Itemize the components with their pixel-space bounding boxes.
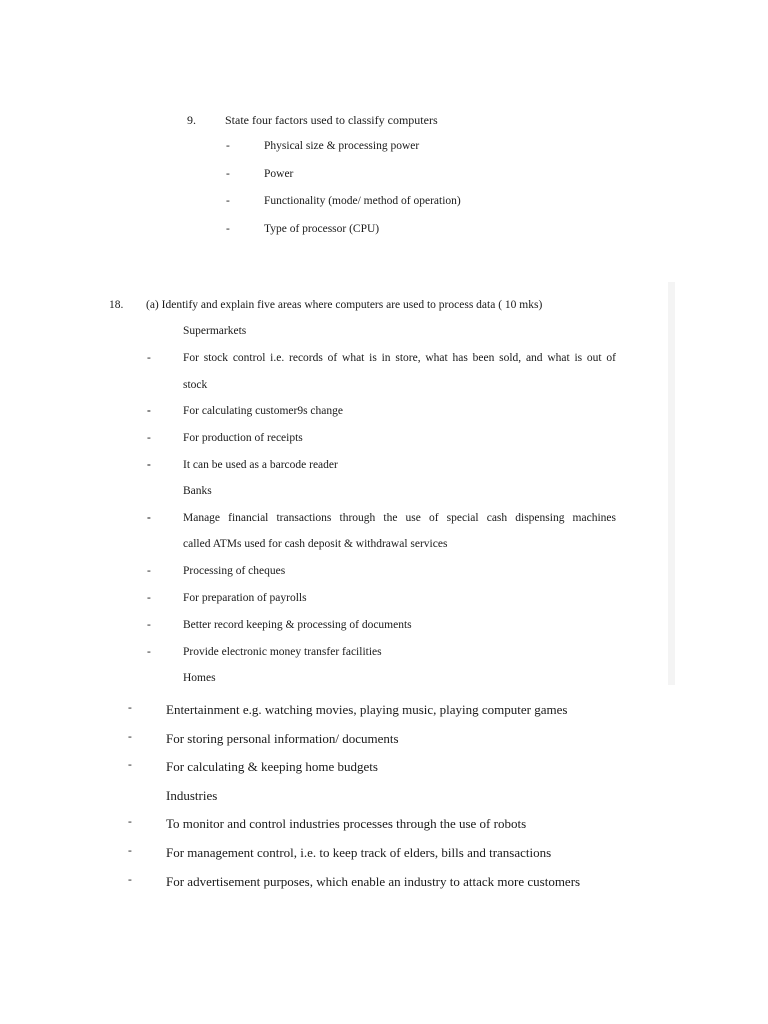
bullet-dash: - — [147, 352, 151, 364]
bullet-dash: - — [128, 759, 132, 771]
answer-item: Entertainment e.g. watching movies, playing music, playing computer games — [166, 702, 568, 717]
answer-item: For management control, i.e. to keep track of elders, bills and transactions — [166, 845, 552, 860]
bullet-dash: - — [226, 195, 230, 207]
bullet-dash: - — [128, 845, 132, 857]
answer-item-continuation: stock — [183, 379, 208, 391]
bullet-dash: - — [147, 405, 151, 417]
answer-item: For calculating customer9s change — [183, 405, 343, 417]
answer-item: To monitor and control industries processes through the use of robots — [166, 816, 527, 831]
bullet-dash: - — [147, 565, 151, 577]
question-text: State four factors used to classify computers — [225, 113, 438, 127]
answer-item: Type of processor (CPU) — [264, 223, 380, 235]
answer-item-continuation: called ATMs used for cash deposit & withdrawal services — [183, 538, 448, 550]
bullet-dash: - — [128, 874, 132, 886]
section-heading-banks: Banks — [183, 485, 212, 497]
section-heading-supermarkets: Supermarkets — [183, 325, 247, 337]
answer-item: For advertisement purposes, which enable an industry to attack more customers — [166, 874, 581, 889]
bullet-dash: - — [226, 168, 230, 180]
bullet-dash: - — [147, 619, 151, 631]
bullet-dash: - — [226, 223, 230, 235]
answer-item: Physical size & processing power — [264, 140, 420, 152]
answer-item: For storing personal information/ documents — [166, 731, 399, 746]
answer-item: For stock control i.e. records of what is in store, what has been sold, and what is out of — [183, 352, 616, 364]
answer-item: Provide electronic money transfer facilities — [183, 646, 382, 658]
answer-item: Better record keeping & processing of documents — [183, 619, 412, 631]
bullet-dash: - — [147, 512, 151, 524]
bullet-dash: - — [128, 731, 132, 743]
answer-item: Functionality (mode/ method of operation) — [264, 195, 461, 207]
bullet-dash: - — [147, 646, 151, 658]
bullet-dash: - — [147, 459, 151, 471]
answer-item: For calculating & keeping home budgets — [166, 759, 378, 774]
question-number: 18. — [109, 299, 124, 311]
section-heading-industries: Industries — [166, 788, 218, 803]
answer-item: For production of receipts — [183, 432, 303, 444]
answer-item: It can be used as a barcode reader — [183, 459, 338, 471]
section-heading-homes: Homes — [183, 672, 216, 684]
answer-item: Processing of cheques — [183, 565, 286, 577]
bullet-dash: - — [128, 816, 132, 828]
question-text: (a) Identify and explain five areas where computers are used to process data ( 10 mks) — [146, 299, 543, 311]
scrollbar-track[interactable] — [668, 282, 675, 685]
bullet-dash: - — [226, 140, 230, 152]
answer-item: For preparation of payrolls — [183, 592, 307, 604]
answer-item: Manage financial transactions through the use of special cash dispensing machines — [183, 512, 616, 524]
bullet-dash: - — [128, 702, 132, 714]
bullet-dash: - — [147, 592, 151, 604]
answer-item: Power — [264, 168, 294, 180]
bullet-dash: - — [147, 432, 151, 444]
question-number: 9. — [187, 113, 196, 127]
